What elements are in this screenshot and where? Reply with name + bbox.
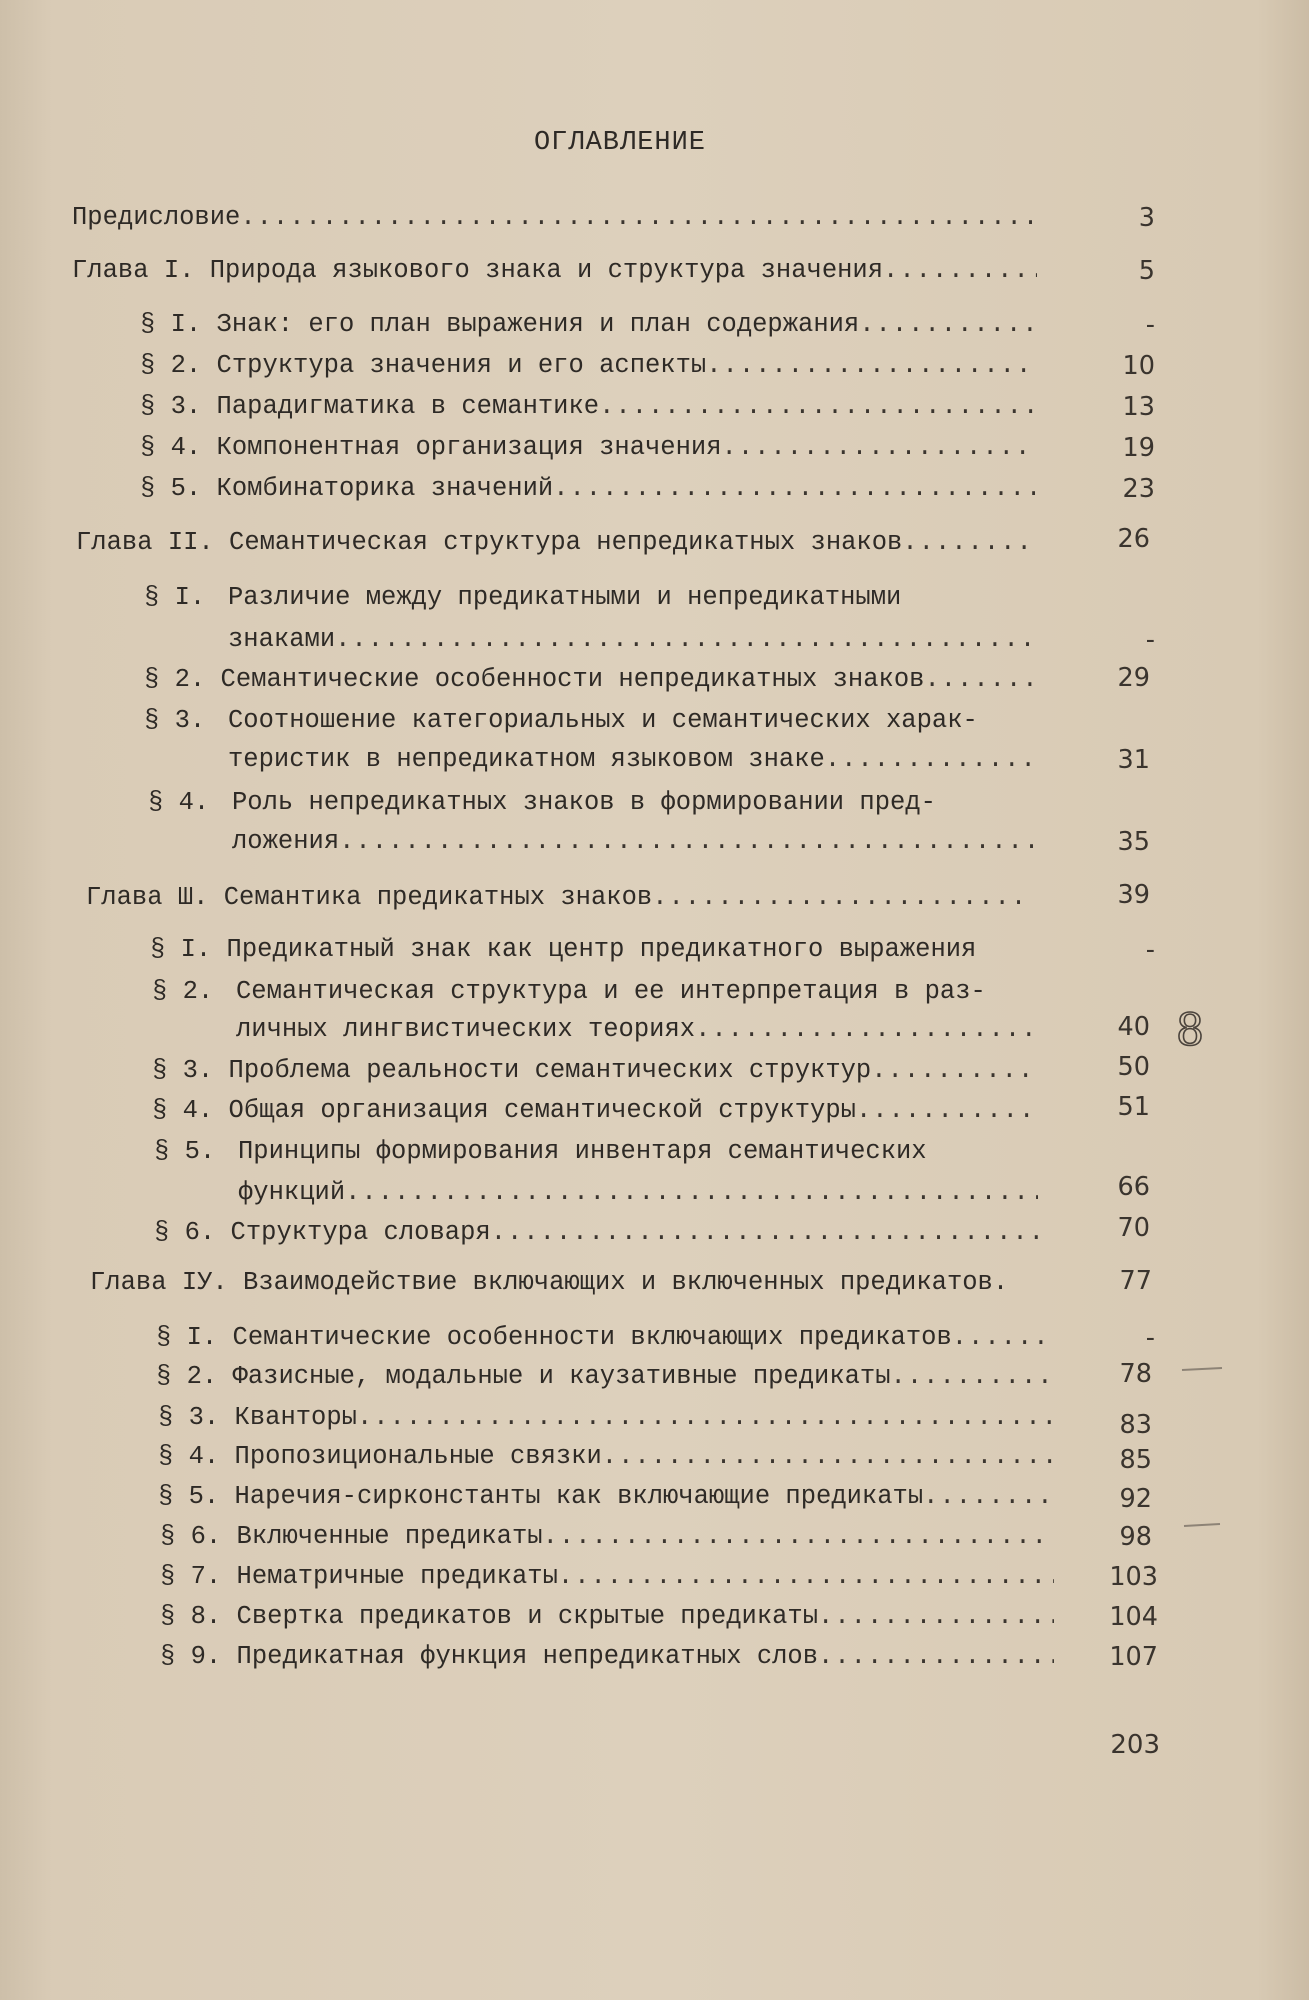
section-number: § 5.: [158, 1482, 220, 1511]
dot-leader: [335, 625, 1038, 655]
dot-leader: [883, 256, 1037, 286]
toc-entry-section[interactable]: [160, 1642, 1054, 1672]
section-number: § 3.: [140, 392, 202, 421]
margin-pencil-ticks: [1180, 1360, 1228, 1540]
entry-label: Проблема реальности семантических структур: [228, 1056, 872, 1085]
page-number: 66: [1117, 1172, 1150, 1202]
section-number: § 3.: [152, 1056, 214, 1085]
page-number: 77: [1119, 1266, 1152, 1296]
page-number: 10: [1122, 351, 1155, 381]
dot-leader: [825, 745, 1038, 775]
toc-entry-section[interactable]: [158, 1482, 1054, 1512]
section-number: § I.: [156, 1323, 218, 1352]
page-number: -: [1145, 1323, 1155, 1353]
pencil-tick: [1184, 1524, 1220, 1526]
toc-entry-section[interactable]: [140, 351, 1035, 381]
entry-label: Компонентная организация значения: [216, 433, 722, 462]
toc-entry-section[interactable]: [140, 474, 1035, 504]
entry-label: Свертка предикатов и скрытые предикаты: [236, 1602, 819, 1631]
page-number: 92: [1119, 1484, 1152, 1514]
handwritten-note: 8: [1176, 1005, 1204, 1056]
dot-leader: [891, 1362, 1054, 1392]
page-number: 13: [1122, 392, 1155, 422]
section-number: § 4.: [148, 788, 210, 817]
dot-leader: [706, 351, 1035, 381]
entry-label: Глава I. Природа языкового знака и структура значения: [72, 256, 884, 285]
dot-leader: [491, 1218, 1038, 1248]
entry-label-line1: Роль непредикатных знаков в формировании пред-: [232, 788, 936, 817]
entry-label: Семантические особенности включающих предикатов: [232, 1323, 952, 1352]
section-number: § I.: [144, 583, 206, 612]
dot-leader: [652, 883, 1030, 913]
entry-label: Предикатный знак как центр предикатного выражения: [226, 935, 977, 964]
entry-label-line2: ложения: [232, 827, 340, 856]
section-number: § 4.: [158, 1442, 220, 1471]
page-number: 5: [1138, 256, 1155, 286]
dot-leader: [859, 310, 1035, 340]
section-number: § 2.: [140, 351, 202, 380]
page-number: 23: [1122, 474, 1155, 504]
dot-leader: [902, 528, 1038, 558]
section-number: § 8.: [160, 1602, 222, 1631]
section-number: § 3.: [158, 1403, 220, 1432]
toc-entry-section[interactable]: [144, 665, 1039, 695]
dot-leader: [924, 665, 1039, 695]
pencil-tick: [1182, 1368, 1222, 1370]
entry-label: Глава IУ. Взаимодействие включающих и включенных предикатов.: [90, 1268, 1009, 1297]
dot-leader: [722, 433, 1035, 463]
dot-leader: [553, 474, 1035, 504]
entry-label-line1: Соотношение категориальных и семантических харак-: [228, 706, 978, 735]
entry-label: Включенные предикаты: [236, 1522, 543, 1551]
entry-label: Общая организация семантической структуры: [228, 1096, 856, 1125]
dot-leader: [543, 1522, 1054, 1552]
toc-entry-section[interactable]: [150, 935, 1038, 965]
page-number: 3: [1138, 203, 1155, 233]
section-number: § 4.: [140, 433, 202, 462]
page-number: 51: [1117, 1092, 1150, 1122]
page-number: 98: [1119, 1522, 1152, 1552]
entry-label: Комбинаторика значений: [216, 474, 554, 503]
section-number: § I.: [150, 935, 212, 964]
toc-entry-section[interactable]: [140, 310, 1035, 340]
toc-entry-section[interactable]: [232, 827, 1038, 857]
page-number: 29: [1117, 663, 1150, 693]
section-number: § 2.: [156, 1362, 218, 1391]
toc-entry-section[interactable]: [154, 1218, 1038, 1248]
entry-label-line2: личных лингвистических теориях: [236, 1015, 696, 1044]
toc-entry-section[interactable]: [152, 1096, 1038, 1126]
dot-leader: [695, 1015, 1038, 1045]
toc-entry-section[interactable]: [228, 745, 1038, 775]
page-number: -: [1145, 310, 1155, 340]
dot-leader: [818, 1642, 1054, 1672]
dot-leader: [599, 392, 1035, 422]
entry-label-line1: Различие между предикатными и непредикатными: [228, 583, 902, 612]
toc-entry-section[interactable]: [238, 1178, 1038, 1208]
handwritten-mark: [1172, 1003, 1222, 1057]
section-number: § 5.: [154, 1137, 216, 1166]
section-number: § I.: [140, 310, 202, 339]
entry-label: Нематричные предикаты: [236, 1562, 558, 1591]
toc-entry-chapter-4[interactable]: [90, 1268, 1060, 1298]
entry-label: Предисловие: [72, 203, 241, 232]
toc-entry-section[interactable]: [158, 1442, 1054, 1472]
section-number: § 7.: [160, 1562, 222, 1591]
entry-label-line2: знаками: [228, 625, 336, 654]
page-number: -: [1145, 625, 1155, 655]
folio-page-number: 203: [1110, 1730, 1160, 1760]
page-number: 103: [1109, 1562, 1158, 1592]
entry-label: Наречия-сирконстанты как включающие предикаты: [234, 1482, 924, 1511]
entry-label: Парадигматика в семантике: [216, 392, 600, 421]
section-number: § 6.: [154, 1218, 216, 1247]
toc-entry-chapter-2[interactable]: [76, 528, 1038, 558]
dot-leader: [871, 1056, 1038, 1086]
entry-label-line2: функций: [238, 1178, 346, 1207]
section-number: § 4.: [152, 1096, 214, 1125]
dot-leader: [339, 827, 1038, 857]
toc-entry-section[interactable]: [236, 1015, 1038, 1045]
entry-label: Структура словаря: [230, 1218, 491, 1247]
page-title: ОГЛАВЛЕНИЕ: [533, 128, 707, 158]
dot-leader: [952, 1323, 1054, 1353]
dot-leader: [345, 1178, 1038, 1208]
entry-label: Кванторы: [234, 1403, 357, 1432]
entry-label: Глава Ш. Семантика предикатных знаков: [86, 883, 653, 912]
page-number: 104: [1109, 1602, 1158, 1632]
dot-leader: [240, 203, 1037, 233]
page-number: 50: [1117, 1052, 1150, 1082]
page-number: 39: [1117, 880, 1150, 910]
page-number: 40: [1117, 1012, 1150, 1042]
toc-entry-chapter-3[interactable]: [86, 883, 1030, 913]
page-number: 26: [1117, 524, 1150, 554]
page-number: 31: [1117, 745, 1150, 775]
toc-entry-section[interactable]: [228, 625, 1038, 655]
dot-leader: [923, 1482, 1054, 1512]
page-number: 70: [1117, 1213, 1150, 1243]
toc-entry-section[interactable]: [156, 1323, 1054, 1353]
toc-entry-preface[interactable]: [72, 203, 1037, 233]
page-number: 35: [1117, 827, 1150, 857]
page-number: 107: [1109, 1642, 1158, 1672]
section-number: § 2.: [144, 665, 206, 694]
entry-label-line1: Семантическая структура и ее интерпретация в раз-: [236, 977, 986, 1006]
toc-entry-section[interactable]: [158, 1403, 1054, 1433]
entry-label: Фазисные, модальные и каузативные предикаты: [232, 1362, 891, 1391]
entry-label-line1: Принципы формирования инвентаря семантических: [238, 1137, 927, 1166]
section-number: § 6.: [160, 1522, 222, 1551]
section-number: § 3.: [144, 706, 206, 735]
toc-entry-section[interactable]: [160, 1522, 1054, 1552]
page-number: -: [1145, 935, 1155, 965]
toc-entry-section[interactable]: [140, 433, 1035, 463]
dot-leader: [856, 1096, 1038, 1126]
entry-label: Глава II. Семантическая структура непредикатных знаков: [76, 528, 903, 557]
section-number: § 2.: [152, 977, 214, 1006]
page-number: 85: [1119, 1445, 1152, 1475]
dot-leader: [602, 1442, 1054, 1472]
toc-entry-section[interactable]: [160, 1602, 1054, 1632]
entry-label: Предикатная функция непредикатных слов: [236, 1642, 819, 1671]
section-number: § 5.: [140, 474, 202, 503]
dot-leader: [818, 1602, 1054, 1632]
toc-entry-section[interactable]: [156, 1362, 1054, 1392]
entry-label: Пропозициональные связки: [234, 1442, 602, 1471]
entry-label: Структура значения и его аспекты: [216, 351, 707, 380]
page-number: 19: [1122, 433, 1155, 463]
entry-label-line2: теристик в непредикатном языковом знаке: [228, 745, 825, 774]
entry-label: Знак: его план выражения и план содержания: [216, 310, 860, 339]
dot-leader: [558, 1562, 1054, 1592]
page-number: 83: [1119, 1410, 1152, 1440]
toc-entry-chapter-1[interactable]: [72, 256, 1037, 286]
toc-entry-section[interactable]: [140, 392, 1035, 422]
page-number: 78: [1119, 1359, 1152, 1389]
toc-entry-section[interactable]: [160, 1562, 1054, 1592]
toc-entry-section[interactable]: [152, 1056, 1038, 1086]
dot-leader: [357, 1403, 1054, 1433]
entry-label: Семантические особенности непредикатных знаков: [220, 665, 925, 694]
section-number: § 9.: [160, 1642, 222, 1671]
